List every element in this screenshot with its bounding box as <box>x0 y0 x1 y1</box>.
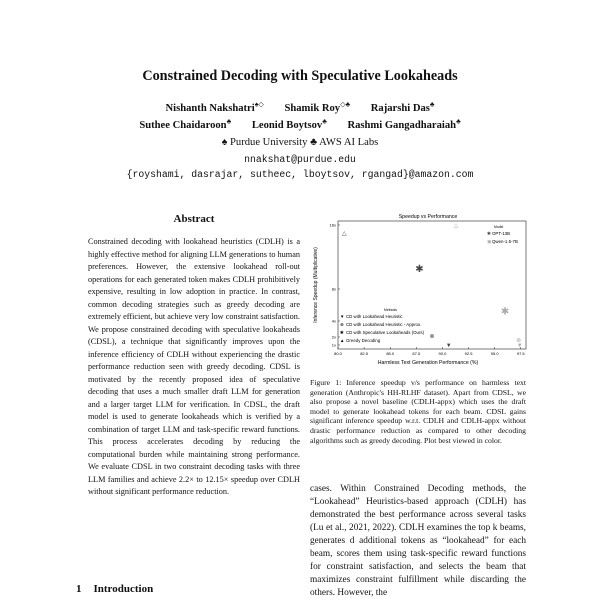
body-paragraph: cases. Within Constrained Decoding methods, the “Lookahead” Heuristics-based approach (CDLH) has demonstrated the best performance across several tasks (Lu et al., 2021, 2022). CDLH examines the top k beams, generates d additional tokens as “lookahead” for each beam, scores them using task-specific reward functions for constraint satisfaction, and selects the beam that maximizes constraint fulfillment while discarding the others. However, the <box>310 484 526 598</box>
legend-marker-greedy: ▲ <box>340 338 345 343</box>
x-tick-label: 92.5 <box>464 351 473 356</box>
x-tick-label: 95.0 <box>490 351 499 356</box>
data-point: ✱ <box>500 306 510 318</box>
legend-model-title: Model <box>494 225 504 229</box>
model-legend <box>487 225 518 244</box>
x-axis-label: Harmless Text Generation Performance (%) <box>377 360 479 366</box>
legend-opt-label: OPT-13B <box>492 231 511 236</box>
author-name: Rajarshi Das♣ <box>370 100 435 114</box>
scatter-chart <box>306 208 528 366</box>
y-axis-label: Inference Speedup (Multiplicative) <box>313 247 319 323</box>
author-name: Nishanth Nakshatri♠◇ <box>165 100 264 114</box>
data-point: ⊗ <box>429 334 435 341</box>
abstract-heading: Abstract <box>173 213 215 225</box>
authors-line-2 <box>0 117 600 131</box>
x-tick-label: 90.0 <box>438 351 447 356</box>
legend-qwen-label: Qwen-1.5-7B <box>492 239 518 244</box>
data-point: ▼ <box>445 343 452 349</box>
authors-line-1 <box>0 99 600 114</box>
x-tick-label: 82.5 <box>360 351 369 356</box>
data-point: △ <box>453 223 459 229</box>
email-group: {royshami, dasrajar, sutheec, lboytsov, rgangad}@amazon.com <box>126 169 474 180</box>
data-point: ✱ <box>415 264 424 275</box>
figure-caption: Figure 1: Inference speedup v/s performance on harmless text generation (Anthropic's HH-RLHF dataset). Apart from CDSL, we also propose a novel baseline (CDLH-appx) which uses the draft model to generate lookahead tokens for each beam. CDSL gains significant inference speedup w.r.t. CDLH and CDLH-appx without drastic performance reduction as compared to other decoding algorithms such as greedy decoding. Plot best viewed in color. <box>310 378 526 445</box>
legend-qwen-marker: ▣ <box>487 239 492 244</box>
x-tick-label: 85.0 <box>386 351 395 356</box>
y-tick-label: 2x <box>331 334 336 340</box>
section-heading: 1 Introduction <box>76 583 154 595</box>
y-tick-label: 1x <box>331 342 336 348</box>
legend-method-cdlh-appx: CD with Lookahead Heuristic - Approx. <box>346 322 422 327</box>
author-name: Rashmi Gangadharaiah♣ <box>347 117 461 131</box>
legend-method-cdsl: CD with Speculative Lookaheads (Ours) <box>346 330 425 335</box>
abstract-text: Constrained decoding with lookahead heuristics (CDLH) is a highly effective method for aligning LLM generations to human preferences. However, the extensive lookahead roll-out operations for each generated token makes CDLH prohibitively expensive, resulting in low adoption in practice. In contrast, common decoding strategies such as greedy decoding are extremely efficient, but achieve very low constraint satisfaction. We propose constrained decoding with speculative lookaheads (CDSL), a technique that significantly improves upon the inference efficiency of CDLH without experiencing the drastic performance reduction seen with greedy decoding. CDSL is motivated by the recently proposed idea of speculative decoding that uses a much smaller draft LLM for generation and a larger target LLM for verification. In CDSL, the draft model is used to generate lookaheads which is verified by a combination of target LLM and task-specific reward functions. This process accelerates decoding by reducing the computational burden while maintaining strong performance. We evaluate CDSL in two constraint decoding tasks with three LLM families and achieve 2.2× to 12.15× speedup over CDLH without significant performance reduction. <box>88 237 301 496</box>
chart-title: Speedup vs Performance <box>398 214 458 220</box>
legend-methods-title: Methods <box>384 308 398 312</box>
y-tick-label: 8x <box>331 286 336 292</box>
data-point: ⊗ <box>516 338 522 345</box>
x-tick-label: 87.5 <box>412 351 421 356</box>
figure-1 <box>306 208 528 366</box>
author-name: Shamik Roy◇♣ <box>284 100 351 114</box>
legend-opt-marker: ✱ <box>487 231 491 236</box>
author-name: Leonid Boytsov♣ <box>251 117 327 131</box>
author-name: Suthee Chaidaroon♣ <box>139 117 232 131</box>
x-tick-label: 97.5 <box>516 351 525 356</box>
data-point: ▼ <box>516 343 523 349</box>
email-primary: nnakshat@purdue.edu <box>244 154 356 165</box>
legend-method-cdlh: CD with Lookahead Heuristic <box>346 314 403 319</box>
legend-method-greedy: Greedy Decoding <box>346 338 381 343</box>
y-tick-label: 4x <box>331 318 336 324</box>
legend-marker-cdsl: ✱ <box>340 330 344 335</box>
legend-marker-cdlh-appx: ⊗ <box>340 322 344 327</box>
paper-title: Constrained Decoding with Speculative Lookaheads <box>142 68 458 84</box>
data-point: △ <box>341 231 347 237</box>
affiliations: ♠ Purdue University ♣ AWS AI Labs <box>221 137 379 148</box>
legend-marker-cdlh: ▼ <box>340 314 345 319</box>
y-tick-label: 16x <box>329 222 336 228</box>
x-tick-label: 80.0 <box>334 351 342 356</box>
methods-legend <box>340 308 425 343</box>
